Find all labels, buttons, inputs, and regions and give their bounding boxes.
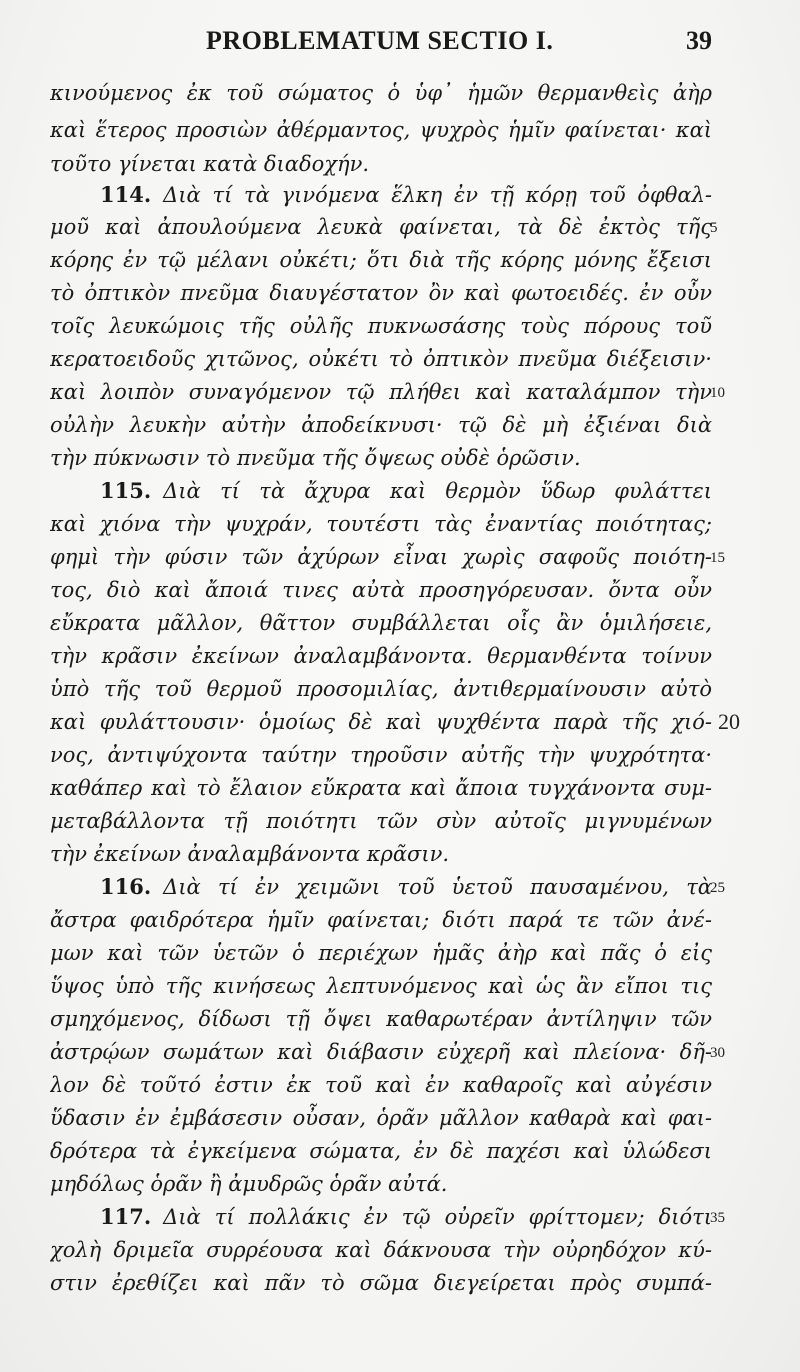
text-line: στιν ἐρεθίζει καὶ πᾶν τὸ σῶμα διεγείρεται πρὸς συμπά- — [50, 1271, 712, 1295]
text-line: χολὴ δριμεῖα συρρέουσα καὶ δάκνουσα τὴν οὐρηδόχον κύ- — [50, 1238, 712, 1262]
text-line: καὶ φυλάττουσιν· ὁμοίως δὲ καὶ ψυχθέντα παρὰ τῆς χιό- — [50, 710, 712, 734]
text-line: τὸ ὀπτικὸν πνεῦμα διαυγέστατον ὂν καὶ φωτοειδές. ἐν οὖν — [50, 281, 712, 305]
margin-line-number: 10 — [710, 385, 725, 401]
margin-line-number: 20 — [718, 709, 740, 734]
text-line: ὕψος ὑπὸ τῆς κινήσεως λεπτυνόμενος καὶ ὡς ἂν εἴποι τις — [50, 974, 712, 998]
text-line: Διὰ τί πολλάκις ἐν τῷ οὐρεῖν φρίττομεν; διότι — [163, 1205, 712, 1229]
text-line: κινούμενος ἐκ τοῦ σώματος ὁ ὑφ᾽ ἡμῶν θερμανθεὶς ἀὴρ — [50, 81, 712, 105]
text-line: μηδόλως ὁρᾶν ἢ ἀμυδρῶς ὁρᾶν αὐτά. — [50, 1172, 448, 1196]
text-line: Διὰ τί ἐν χειμῶνι τοῦ ὑετοῦ παυσαμένου, τὰ — [163, 875, 712, 899]
section-number: 115. — [100, 478, 152, 503]
section-116-first-line — [100, 872, 712, 902]
text-line: Διὰ τί τὰ γινόμενα ἕλκη ἐν τῇ κόρῃ τοῦ ὀφθαλ- — [163, 183, 712, 207]
section-114-first-line — [100, 180, 712, 210]
text-line: φημὶ τὴν φύσιν τῶν ἀχύρων εἶναι χωρὶς σαφοῦς ποιότη- — [50, 545, 712, 569]
text-line: κόρης ἐν τῷ μέλανι οὐκέτι; ὅτι διὰ τῆς κόρης μόνης ἔξεισι — [50, 248, 712, 272]
running-title: PROBLEMATUM SECTIO I. — [206, 26, 554, 55]
text-line: ἄστρα φαιδρότερα ἡμῖν φαίνεται; διότι παρά τε τῶν ἀνέ- — [50, 908, 712, 932]
text-line: καθάπερ καὶ τὸ ἔλαιον εὔκρατα καὶ ἄποια τυγχάνοντα συμ- — [50, 776, 712, 800]
text-line: καὶ λοιπὸν συναγόμενον τῷ πλήθει καὶ καταλάμπον τὴν — [50, 380, 712, 404]
margin-line-number: 35 — [710, 1210, 725, 1226]
text-line: κερατοειδοῦς χιτῶνος, οὐκέτι τὸ ὀπτικὸν πνεῦμα διέξεισιν· — [50, 347, 712, 371]
text-line: ἀστρῴων σωμάτων καὶ διάβασιν εὐχερῆ καὶ πλείονα· δῆ- — [50, 1040, 712, 1064]
text-line: τοῖς λευκώμοις τῆς οὐλῆς πυκνωσάσης τοὺς πόρους τοῦ — [50, 314, 712, 338]
text-line: οὐλὴν λευκὴν αὐτὴν ἀποδείκνυσι· τῷ δὲ μὴ ἐξιέναι διὰ — [50, 413, 712, 437]
page-number: 39 — [686, 26, 712, 55]
text-line: σμηχόμενος, δίδωσι τῇ ὄψει καθαρωτέραν ἀντίληψιν τῶν — [50, 1007, 712, 1031]
text-line: μοῦ καὶ ἀπουλούμενα λευκὰ φαίνεται, τὰ δὲ ἐκτὸς τῆς — [50, 215, 712, 239]
text-line: μεταβάλλοντα τῇ ποιότητι τῶν σὺν αὐτοῖς μιγνυμένων — [50, 809, 712, 833]
section-number: 116. — [100, 874, 152, 899]
margin-line-number: 25 — [710, 880, 725, 896]
text-line: τος, διὸ καὶ ἄποιά τινες αὐτὰ προσηγόρευσαν. ὄντα οὖν — [50, 578, 712, 602]
margin-line-number: 30 — [710, 1045, 725, 1061]
text-line: λον δὲ τοῦτό ἐστιν ἐκ τοῦ καὶ ἐν καθαροῖς καὶ αὐγέσιν — [50, 1073, 712, 1097]
text-line: μων καὶ τῶν ὑετῶν ὁ περιέχων ἡμᾶς ἀὴρ καὶ πᾶς ὁ εἰς — [50, 941, 712, 965]
margin-line-number: 15 — [710, 550, 725, 566]
text-line: καὶ χιόνα τὴν ψυχράν, τουτέστι τὰς ἐναντίας ποιότητας; — [50, 512, 712, 536]
text-line: τὴν κρᾶσιν ἐκείνων ἀναλαμβάνοντα. θερμανθέντα τοίνυν — [50, 644, 712, 668]
text-line: τὴν ἐκείνων ἀναλαμβάνοντα κρᾶσιν. — [50, 842, 450, 866]
text-line: τοῦτο γίνεται κατὰ διαδοχήν. — [50, 152, 370, 176]
section-115-first-line — [100, 476, 712, 506]
section-number: 117. — [100, 1204, 152, 1229]
text-line: τὴν πύκνωσιν τὸ πνεῦμα τῆς ὄψεως οὐδὲ ὁρῶσιν. — [50, 446, 581, 470]
text-line: δρότερα τὰ ἐγκείμενα σώματα, ἐν δὲ παχέσι καὶ ὑλώδεσι — [50, 1139, 712, 1163]
text-line: νος, ἀντιψύχοντα ταύτην τηροῦσιν αὐτῆς τὴν ψυχρότητα· — [50, 743, 712, 767]
text-line: καὶ ἕτερος προσιὼν ἀθέρμαντος, ψυχρὸς ἡμῖν φαίνεται· καὶ — [50, 118, 712, 142]
margin-line-number: 5 — [710, 220, 718, 236]
section-117-first-line — [100, 1202, 712, 1232]
section-number: 114. — [100, 182, 152, 207]
text-line: ὕδασιν ἐν ἐμβάσεσιν οὖσαν, ὁρᾶν μᾶλλον καθαρὰ καὶ φαι- — [50, 1106, 712, 1130]
text-line: Διὰ τί τὰ ἄχυρα καὶ θερμὸν ὕδωρ φυλάττει — [163, 479, 712, 503]
text-line: ὑπὸ τῆς τοῦ θερμοῦ προσομιλίας, ἀντιθερμαίνουσιν αὐτὸ — [50, 677, 712, 701]
text-line: εὔκρατα μᾶλλον, θᾶττον συμβάλλεται οἷς ἂν ὁμιλήσειε, — [50, 611, 712, 635]
